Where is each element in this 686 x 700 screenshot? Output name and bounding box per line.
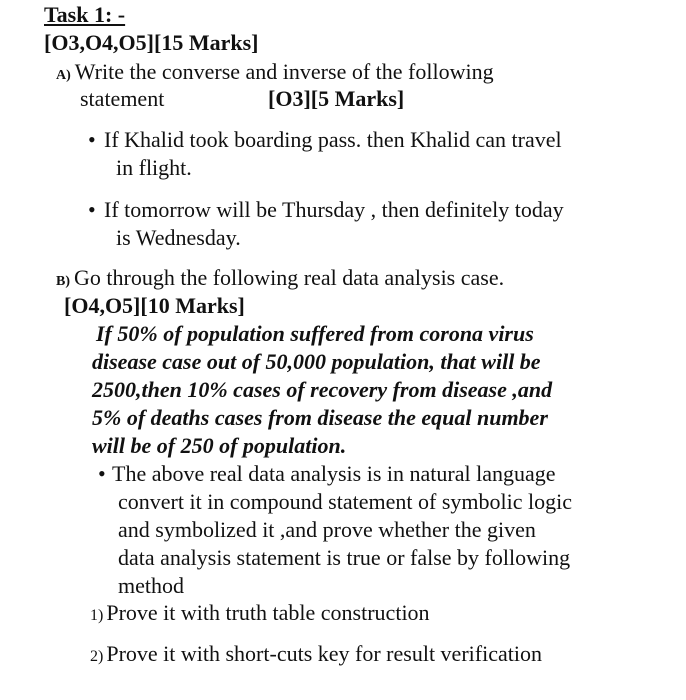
- bullet-icon: •: [88, 127, 96, 152]
- method-1: [90, 600, 430, 629]
- case-line-3: 2500,then 10% cases of recovery from disease ,and: [92, 377, 553, 402]
- task-line-1: The above real data analysis is in natural language: [112, 461, 556, 486]
- part-b-marks: [O4,O5][10 Marks]: [64, 293, 245, 318]
- part-a-line2: [80, 86, 404, 112]
- method-2-number: 2): [90, 648, 104, 665]
- bullet-icon: •: [98, 461, 106, 486]
- method-1-number: 1): [90, 607, 104, 624]
- part-b-label: B): [56, 274, 70, 289]
- part-a-instruction: Write the converse and inverse of the following: [74, 59, 494, 84]
- case-line-5: will be of 250 of population.: [92, 433, 347, 458]
- method-2-text: Prove it with short-cuts key for result verification: [106, 641, 542, 666]
- statement-1-line2: in flight.: [116, 155, 192, 180]
- part-a-line1: [56, 59, 494, 89]
- task-line-5: method: [118, 573, 184, 598]
- task-line-3: and symbolized it ,and prove whether the given: [118, 517, 536, 542]
- bullet-icon: •: [88, 197, 96, 222]
- part-b-instruction: Go through the following real data analysis case.: [74, 265, 505, 290]
- part-b-line1: [56, 265, 504, 295]
- part-a-statement-word: statement: [80, 86, 165, 111]
- case-line-2: disease case out of 50,000 population, that will be: [92, 349, 541, 374]
- method-1-text: Prove it with truth table construction: [106, 600, 430, 625]
- part-a-label: A): [56, 68, 71, 83]
- statement-1-line1: If Khalid took boarding pass. then Khalid can travel: [104, 127, 562, 152]
- method-2: [90, 641, 542, 670]
- part-a-marks: [O3][5 Marks]: [268, 86, 405, 111]
- statement-2-line2: is Wednesday.: [116, 225, 241, 250]
- task-outcomes: [O3,O4,O5][15 Marks]: [44, 30, 259, 55]
- task-title: Task 1: -: [44, 2, 126, 27]
- task-line-4: data analysis statement is true or false by following: [118, 545, 571, 570]
- case-line-4: 5% of deaths cases from disease the equal number: [92, 405, 548, 430]
- statement-2-line1: If tomorrow will be Thursday , then definitely today: [104, 197, 564, 222]
- task-line-2: convert it in compound statement of symbolic logic: [118, 489, 572, 514]
- case-line-1: If 50% of population suffered from corona virus: [96, 321, 534, 346]
